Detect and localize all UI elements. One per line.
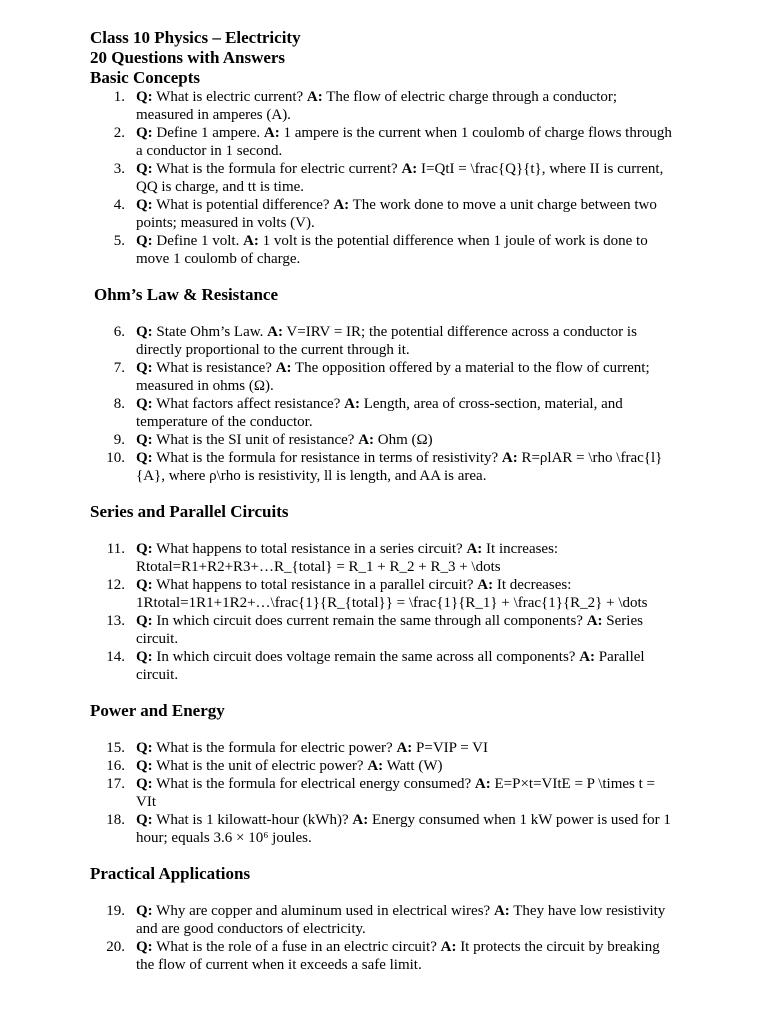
question-text: Define 1 ampere. xyxy=(156,125,261,141)
answer-label: A: xyxy=(243,233,259,249)
answer-text: They have low resistivity and are good conductors of electricity. xyxy=(136,903,666,937)
question-label: Q: xyxy=(136,396,153,412)
question-list xyxy=(90,88,680,268)
list-item xyxy=(90,124,680,160)
question-label: Q: xyxy=(136,125,153,141)
answer-text: The opposition offered by a material to the flow of current; measured in ohms (Ω). xyxy=(136,360,650,394)
item-text xyxy=(136,323,676,359)
item-number: 17. xyxy=(106,776,125,792)
section-heading: Power and Energy xyxy=(90,701,225,720)
answer-text: I=QtI = \frac{Q}{t}, where II is current, QQ is charge, and tt is time. xyxy=(136,161,664,195)
question-text: What is the formula for resistance in terms of resistivity? xyxy=(156,450,499,466)
item-text xyxy=(136,160,676,196)
item-number: 12. xyxy=(106,577,125,593)
question-text: Define 1 volt. xyxy=(156,233,240,249)
item-text xyxy=(136,757,676,775)
item-number: 4. xyxy=(113,197,125,213)
question-text: What is resistance? xyxy=(156,360,272,376)
question-list xyxy=(90,902,680,974)
question-text: What is electric current? xyxy=(156,89,304,105)
answer-text: 1 ampere is the current when 1 coulomb of charge flows through a conductor in 1 second. xyxy=(136,125,672,159)
question-label: Q: xyxy=(136,939,153,955)
question-label: Q: xyxy=(136,812,153,828)
list-item xyxy=(90,648,680,684)
answer-label: A: xyxy=(440,939,457,955)
question-text: State Ohm’s Law. xyxy=(156,324,264,340)
item-text xyxy=(136,196,676,232)
list-item xyxy=(90,449,680,485)
answer-label: A: xyxy=(466,541,483,557)
item-text xyxy=(136,739,676,757)
question-text: What happens to total resistance in a parallel circuit? xyxy=(156,577,474,593)
item-number: 14. xyxy=(106,649,125,665)
item-text xyxy=(136,648,676,684)
answer-label: A: xyxy=(579,649,596,665)
section-heading: Practical Applications xyxy=(90,864,251,883)
item-number: 10. xyxy=(106,450,125,466)
question-label: Q: xyxy=(136,758,153,774)
section-practical-applications xyxy=(90,864,680,974)
item-number: 5. xyxy=(113,233,125,249)
question-text: What is potential difference? xyxy=(156,197,330,213)
answer-label: A: xyxy=(396,740,413,756)
list-item xyxy=(90,323,680,359)
question-label: Q: xyxy=(136,776,153,792)
list-item xyxy=(90,757,680,775)
answer-text: The flow of electric charge through a conductor; measured in amperes (A). xyxy=(136,89,618,123)
item-text xyxy=(136,88,676,124)
question-label: Q: xyxy=(136,541,153,557)
item-text xyxy=(136,232,676,268)
item-number: 18. xyxy=(106,812,125,828)
section-heading: Series and Parallel Circuits xyxy=(90,502,289,521)
list-item xyxy=(90,196,680,232)
item-number: 19. xyxy=(106,903,125,919)
list-item xyxy=(90,88,680,124)
question-text: In which circuit does voltage remain the same across all components? xyxy=(156,649,576,665)
question-label: Q: xyxy=(136,903,153,919)
item-text xyxy=(136,775,676,811)
list-item xyxy=(90,938,680,974)
question-label: Q: xyxy=(136,577,153,593)
section-power-energy xyxy=(90,701,680,847)
answer-text: E=P×t=VItE = P \times t = VIt xyxy=(136,776,655,810)
answer-text: It increases: Rtotal=R1+R2+R3+…R_{total} = R_1 + R_2 + R_3 + \dots xyxy=(136,541,559,575)
item-text xyxy=(136,449,676,485)
question-label: Q: xyxy=(136,161,153,177)
question-text: What happens to total resistance in a series circuit? xyxy=(156,541,463,557)
question-label: Q: xyxy=(136,197,153,213)
question-label: Q: xyxy=(136,360,153,376)
item-text xyxy=(136,359,676,395)
question-label: Q: xyxy=(136,450,153,466)
list-item xyxy=(90,160,680,196)
list-item xyxy=(90,902,680,938)
answer-label: A: xyxy=(358,432,375,448)
item-number: 1. xyxy=(113,89,125,105)
item-text xyxy=(136,431,676,449)
item-text xyxy=(136,124,676,160)
item-number: 7. xyxy=(113,360,125,376)
list-item xyxy=(90,612,680,648)
question-text: What is the unit of electric power? xyxy=(156,758,364,774)
answer-text: Watt (W) xyxy=(386,758,443,774)
question-text: What is the SI unit of resistance? xyxy=(156,432,355,448)
section-heading: Basic Concepts xyxy=(90,68,201,87)
list-item xyxy=(90,775,680,811)
answer-text: Parallel circuit. xyxy=(136,649,645,683)
list-item xyxy=(90,540,680,576)
question-text: In which circuit does current remain the same through all components? xyxy=(156,613,583,629)
answer-label: A: xyxy=(275,360,292,376)
answer-label: A: xyxy=(493,903,510,919)
question-text: What is the formula for electric current? xyxy=(156,161,398,177)
answer-label: A: xyxy=(586,613,603,629)
answer-text: Series circuit. xyxy=(136,613,643,647)
item-number: 3. xyxy=(113,161,125,177)
question-list xyxy=(90,323,680,485)
answer-text: Length, area of cross-section, material, and temperature of the conductor. xyxy=(136,396,623,430)
answer-label: A: xyxy=(401,161,418,177)
question-label: Q: xyxy=(136,613,153,629)
document-subtitle: 20 Questions with Answers xyxy=(90,48,286,67)
question-text: What is the role of a fuse in an electric circuit? xyxy=(156,939,437,955)
answer-label: A: xyxy=(501,450,518,466)
answer-text: P=VIP = VI xyxy=(416,740,488,756)
answer-label: A: xyxy=(333,197,350,213)
item-number: 20. xyxy=(106,939,125,955)
question-text: What factors affect resistance? xyxy=(156,396,341,412)
question-label: Q: xyxy=(136,432,153,448)
list-item xyxy=(90,395,680,431)
item-text xyxy=(136,612,676,648)
answer-text: V=IRV = IR; the potential difference across a conductor is directly proportional to the current through it. xyxy=(136,324,637,358)
question-label: Q: xyxy=(136,89,153,105)
answer-label: A: xyxy=(474,776,491,792)
section-basic-concepts xyxy=(90,68,680,268)
answer-text: It decreases: 1Rtotal=1R1+1R2+…\frac{1}{R_{total}} = \frac{1}{R_1} + \frac{1}{R_2} + \dots xyxy=(136,577,648,611)
question-label: Q: xyxy=(136,233,153,249)
item-number: 16. xyxy=(106,758,125,774)
question-text: What is the formula for electric power? xyxy=(156,740,393,756)
section-ohms-law-resistance xyxy=(90,285,680,485)
section-heading: Ohm’s Law & Resistance xyxy=(94,285,278,304)
list-item xyxy=(90,576,680,612)
list-item xyxy=(90,232,680,268)
question-label: Q: xyxy=(136,324,153,340)
answer-label: A: xyxy=(352,812,369,828)
question-label: Q: xyxy=(136,740,153,756)
answer-text: Energy consumed when 1 kW power is used for 1 hour; equals 3.6 × 10⁶ joules. xyxy=(136,812,671,846)
answer-label: A: xyxy=(477,577,494,593)
item-text xyxy=(136,576,676,612)
item-number: 13. xyxy=(106,613,125,629)
item-text xyxy=(136,395,676,431)
question-text: What is the formula for electrical energy consumed? xyxy=(156,776,472,792)
answer-text: R=ρlAR = \rho \frac{l}{A}, where ρ\rho is resistivity, ll is length, and AA is area. xyxy=(136,450,663,484)
item-number: 9. xyxy=(113,432,125,448)
item-number: 8. xyxy=(113,396,125,412)
item-number: 11. xyxy=(106,541,125,557)
question-list xyxy=(90,739,680,847)
section-series-parallel-circuits xyxy=(90,502,680,684)
answer-label: A: xyxy=(367,758,384,774)
answer-label: A: xyxy=(306,89,323,105)
answer-label: A: xyxy=(344,396,360,412)
answer-label: A: xyxy=(263,125,280,141)
item-text xyxy=(136,811,676,847)
list-item xyxy=(90,359,680,395)
list-item xyxy=(90,431,680,449)
question-list xyxy=(90,540,680,684)
answer-text: It protects the circuit by breaking the flow of current when it exceeds a safe limit. xyxy=(136,939,660,973)
document-content xyxy=(90,28,680,974)
item-text xyxy=(136,540,676,576)
question-text: What is 1 kilowatt-hour (kWh)? xyxy=(156,812,349,828)
item-text xyxy=(136,902,676,938)
question-text: Why are copper and aluminum used in electrical wires? xyxy=(156,903,491,919)
list-item xyxy=(90,811,680,847)
item-number: 15. xyxy=(106,740,125,756)
answer-label: A: xyxy=(267,324,283,340)
answer-text: Ohm (Ω) xyxy=(377,432,433,448)
document-title: Class 10 Physics – Electricity xyxy=(90,28,301,47)
item-number: 2. xyxy=(113,125,125,141)
answer-text: The work done to move a unit charge between two points; measured in volts (V). xyxy=(136,197,657,231)
answer-text: 1 volt is the potential difference when 1 joule of work is done to move 1 coulomb of charge. xyxy=(136,233,648,267)
item-text xyxy=(136,938,676,974)
item-number: 6. xyxy=(113,324,125,340)
question-label: Q: xyxy=(136,649,153,665)
list-item xyxy=(90,739,680,757)
